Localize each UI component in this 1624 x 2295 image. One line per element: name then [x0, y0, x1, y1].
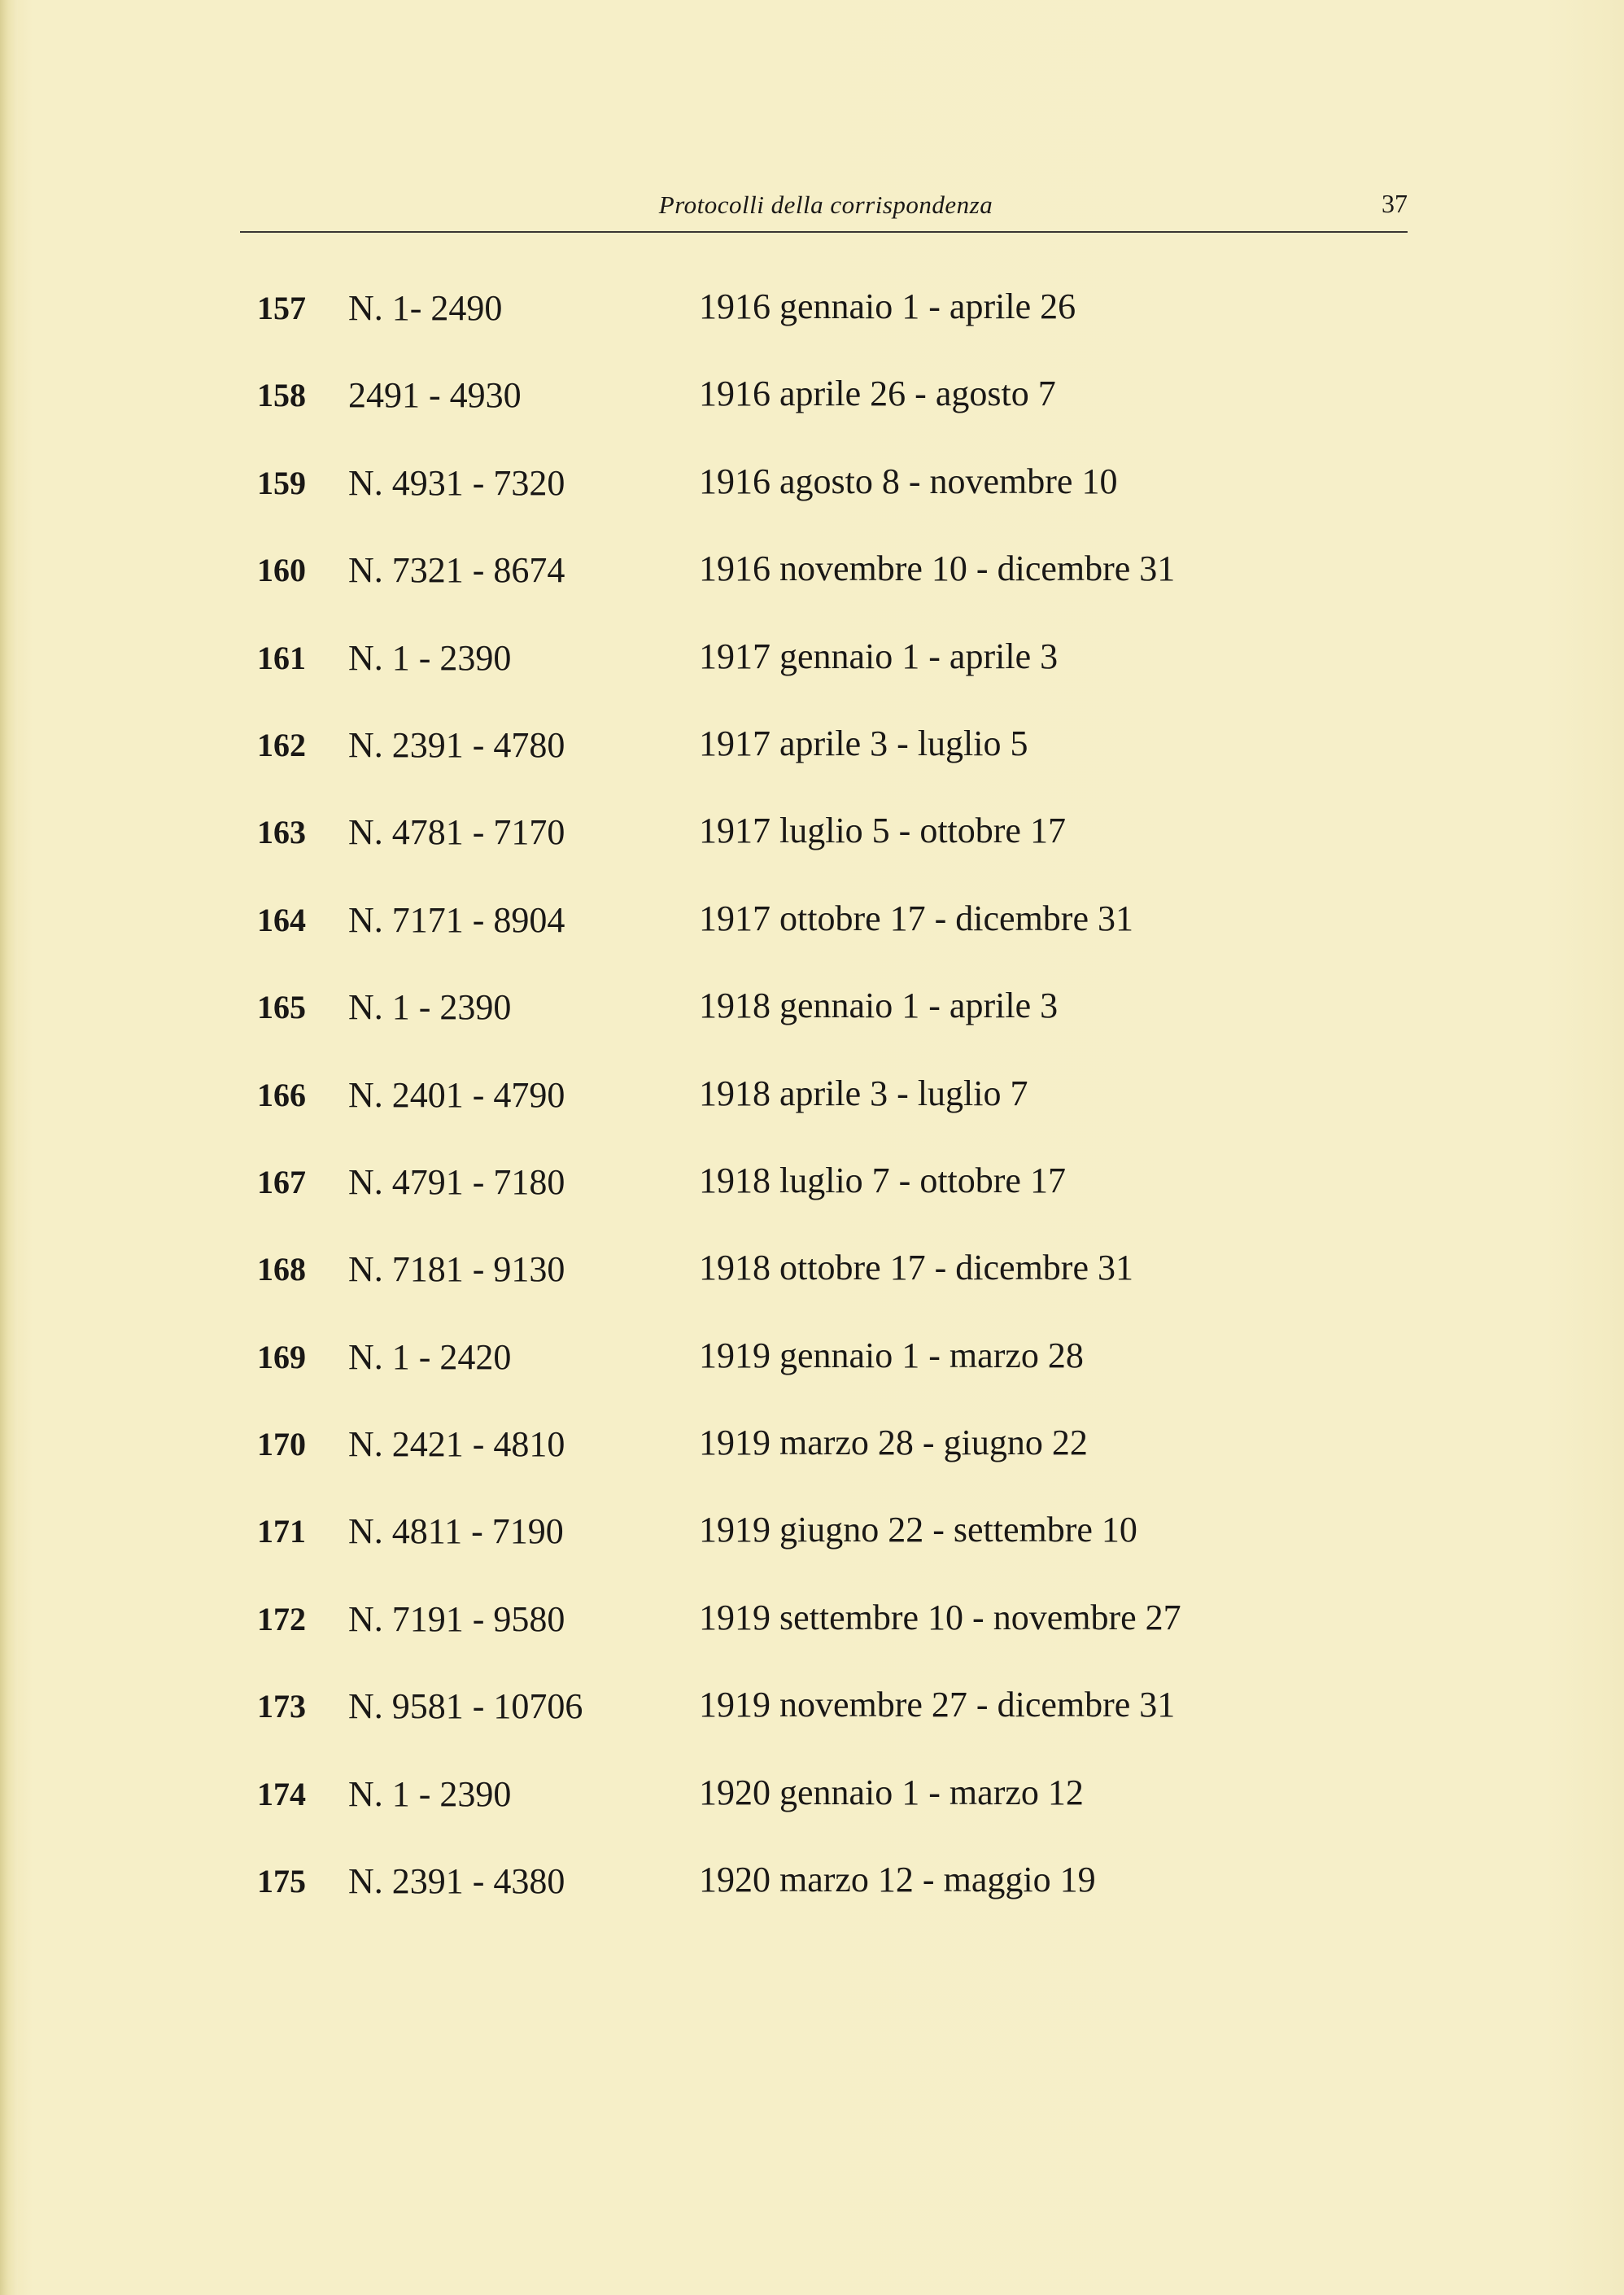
entry-date-range: 1916 gennaio 1 - aprile 26 — [699, 286, 1076, 326]
entry-protocol-range: N. 4791 - 7180 — [348, 1161, 565, 1202]
entry-date-range: 1920 marzo 12 - maggio 19 — [699, 1860, 1096, 1900]
entry-protocol-range: N. 2421 - 4810 — [348, 1424, 565, 1465]
entry-date-range: 1916 novembre 10 - dicembre 31 — [699, 549, 1176, 589]
entry-date-range: 1920 gennaio 1 - marzo 12 — [699, 1772, 1084, 1812]
entry-date-range: 1917 gennaio 1 - aprile 3 — [699, 636, 1059, 676]
entry-protocol-range: N. 9581 - 10706 — [348, 1686, 583, 1727]
entry-date-range: 1917 luglio 5 - ottobre 17 — [699, 811, 1066, 851]
entry-protocol-range: N. 2391 - 4380 — [348, 1861, 565, 1902]
entry-protocol-range: N. 4811 - 7190 — [348, 1511, 564, 1552]
register-entry — [257, 1767, 1315, 1854]
entry-protocol-range: N. 4781 - 7170 — [348, 812, 565, 853]
register-entry — [257, 1679, 1315, 1766]
entry-date-range: 1919 gennaio 1 - marzo 28 — [699, 1335, 1084, 1375]
entry-number: 171 — [257, 1513, 306, 1550]
entry-protocol-range: N. 7321 - 8674 — [348, 550, 565, 591]
register-entry — [257, 1330, 1315, 1417]
entry-protocol-range: N. 1- 2490 — [348, 288, 503, 328]
entry-number: 165 — [257, 989, 306, 1026]
register-entry — [257, 631, 1315, 718]
entry-number: 170 — [257, 1426, 306, 1463]
entry-number: 164 — [257, 901, 306, 938]
entry-number: 163 — [257, 814, 306, 851]
entry-number: 173 — [257, 1688, 306, 1725]
entry-number: 157 — [257, 290, 306, 326]
entry-date-range: 1917 aprile 3 - luglio 5 — [699, 723, 1028, 763]
entry-date-range: 1916 agosto 8 - novembre 10 — [699, 461, 1118, 501]
entry-protocol-range: N. 1 - 2390 — [348, 1773, 512, 1814]
entry-date-range: 1918 aprile 3 - luglio 7 — [699, 1073, 1028, 1113]
entry-date-range: 1919 settembre 10 - novembre 27 — [699, 1597, 1181, 1637]
entry-date-range: 1916 aprile 26 - agosto 7 — [699, 374, 1056, 414]
entry-date-range: 1918 gennaio 1 - aprile 3 — [699, 986, 1059, 1026]
entry-protocol-range: N. 1 - 2390 — [348, 637, 512, 678]
register-entry — [257, 1242, 1315, 1329]
entry-number: 160 — [257, 552, 306, 589]
entry-date-range: 1918 luglio 7 - ottobre 17 — [699, 1160, 1066, 1200]
entry-protocol-range: N. 2391 - 4780 — [348, 724, 565, 765]
page-number: 37 — [1382, 189, 1408, 218]
entry-protocol-range: N. 1 - 2420 — [348, 1336, 512, 1377]
entry-number: 162 — [257, 726, 306, 763]
entry-number: 159 — [257, 464, 306, 501]
register-entry — [257, 456, 1315, 543]
entry-protocol-range: N. 1 - 2390 — [348, 987, 512, 1028]
entry-number: 169 — [257, 1338, 306, 1375]
register-entry — [257, 543, 1315, 630]
entry-number: 175 — [257, 1863, 306, 1900]
entry-protocol-range: N. 4931 - 7320 — [348, 462, 565, 503]
entry-protocol-range: 2491 - 4930 — [348, 375, 522, 416]
register-entry — [257, 893, 1315, 980]
entry-number: 172 — [257, 1600, 306, 1637]
register-entry — [257, 1854, 1315, 1941]
running-title: Protocolli della corrispondenza — [658, 190, 993, 219]
page-header — [240, 186, 1408, 233]
entry-number: 166 — [257, 1076, 306, 1113]
register-entry — [257, 980, 1315, 1067]
entry-date-range: 1919 marzo 28 - giugno 22 — [699, 1423, 1088, 1463]
register-entry — [257, 1417, 1315, 1504]
entry-number: 174 — [257, 1775, 306, 1812]
entry-number: 167 — [257, 1163, 306, 1200]
register-entry — [257, 718, 1315, 805]
entry-protocol-range: N. 2401 - 4790 — [348, 1074, 565, 1115]
register-list — [257, 281, 1315, 1941]
entry-date-range: 1919 novembre 27 - dicembre 31 — [699, 1685, 1176, 1725]
register-entry — [257, 1592, 1315, 1679]
entry-date-range: 1919 giugno 22 - settembre 10 — [699, 1510, 1137, 1550]
register-entry — [257, 1155, 1315, 1242]
entry-date-range: 1918 ottobre 17 - dicembre 31 — [699, 1248, 1133, 1288]
binding-edge — [0, 0, 18, 2295]
entry-protocol-range: N. 7181 - 9130 — [348, 1249, 565, 1290]
entry-date-range: 1917 ottobre 17 - dicembre 31 — [699, 898, 1133, 938]
register-entry — [257, 805, 1315, 892]
register-entry — [257, 281, 1315, 368]
entry-number: 158 — [257, 377, 306, 414]
entry-number: 161 — [257, 639, 306, 676]
entry-protocol-range: N. 7191 - 9580 — [348, 1598, 565, 1639]
register-entry — [257, 1504, 1315, 1591]
register-entry — [257, 1068, 1315, 1155]
register-entry — [257, 368, 1315, 455]
entry-number: 168 — [257, 1251, 306, 1288]
entry-protocol-range: N. 7171 - 8904 — [348, 899, 565, 940]
